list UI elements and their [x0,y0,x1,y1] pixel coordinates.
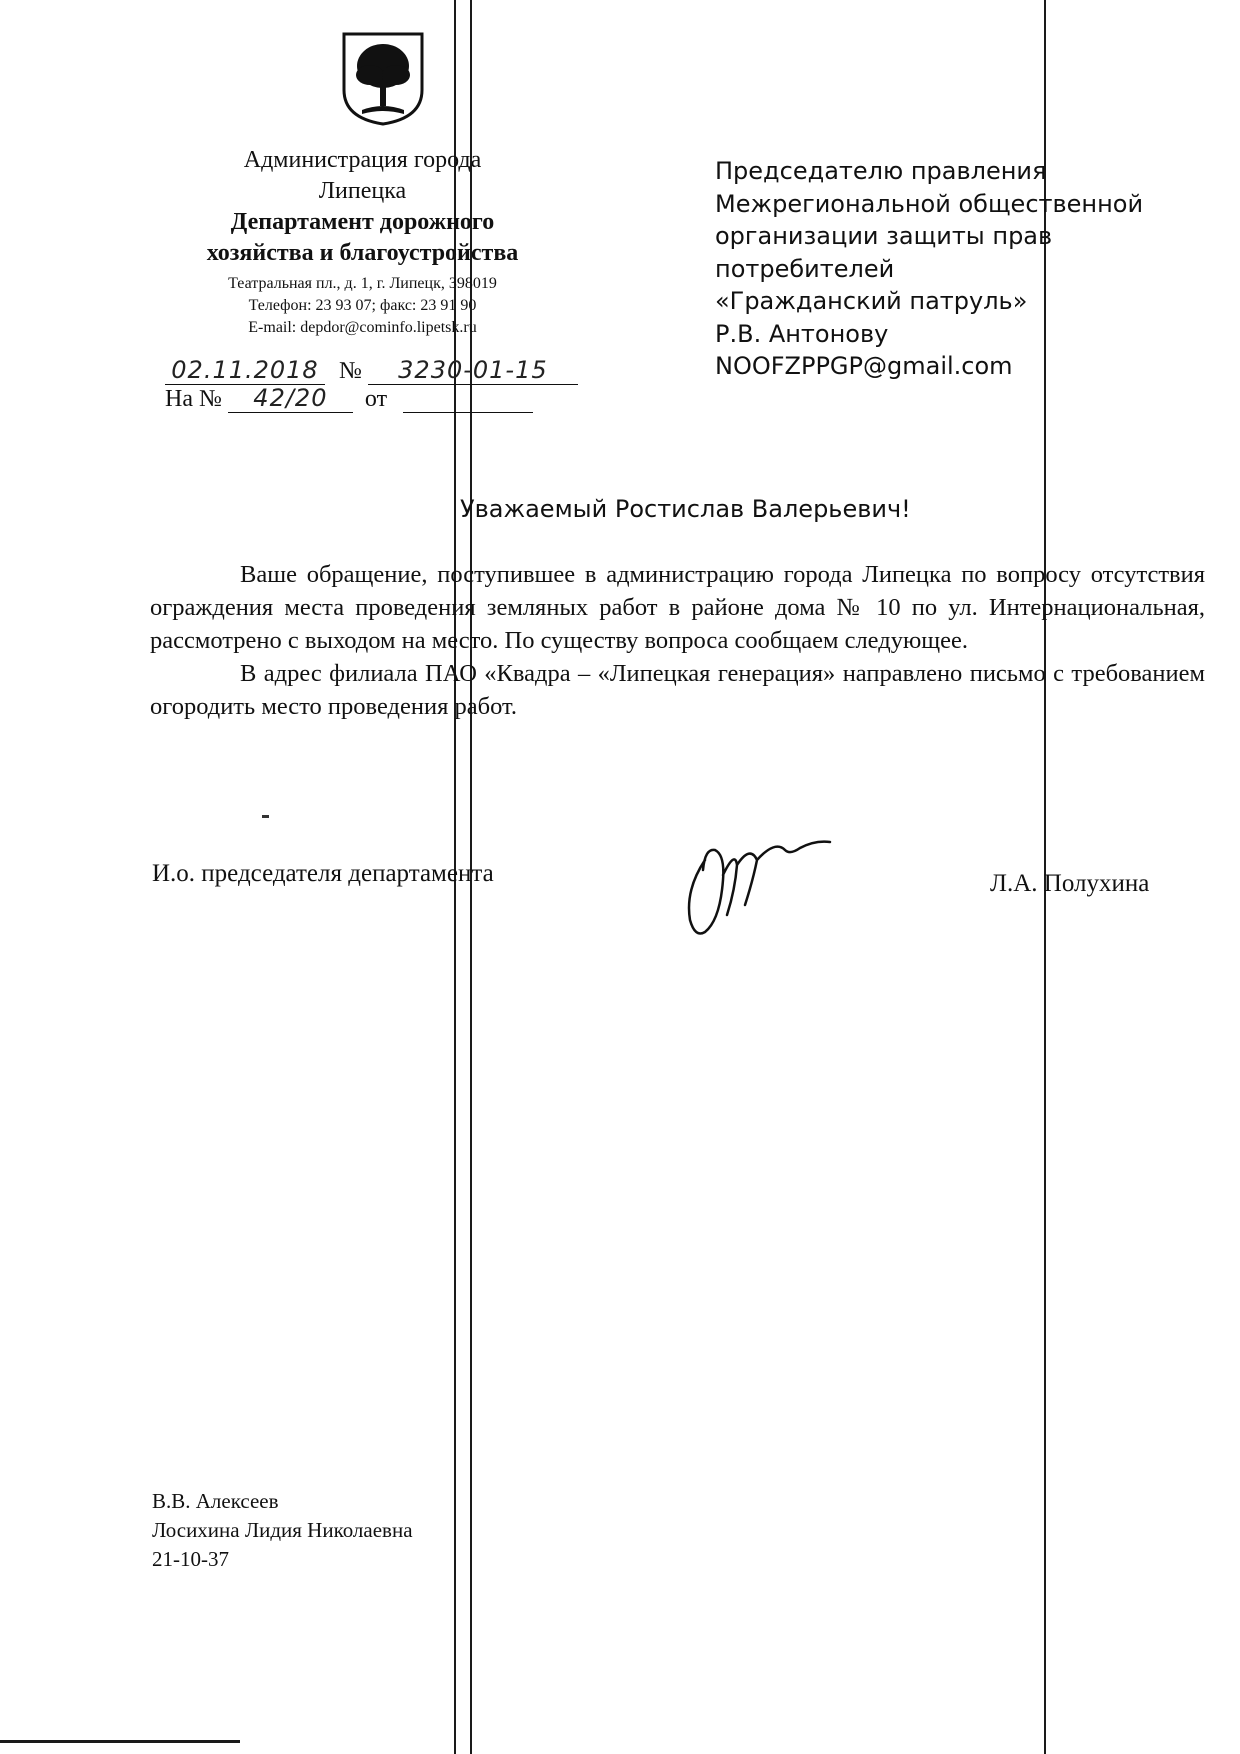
executor-block [152,1487,413,1574]
executor-line: Лосихина Лидия Николаевна [152,1518,413,1542]
sender-line: Липецка [318,178,407,204]
sender-line: Департамент дорожного [230,209,495,235]
handwritten-signature-icon [665,820,865,950]
from-label: от [364,386,388,412]
recipient-line: Межрегиональной общественной [715,189,1144,218]
letter-body [150,558,1205,723]
reply-line [165,384,605,413]
registration-date: 02.11.2018 [165,356,325,385]
executor-line: В.В. Алексеев [152,1489,279,1513]
recipient-line: организации защиты прав [715,222,1053,250]
executor-phone: 21-10-37 [152,1547,229,1571]
recipient-line: потребителей [715,254,895,283]
signer-name: Л.А. Полухина [990,870,1150,897]
reply-number: 42/20 [228,384,353,413]
speck [262,815,269,818]
registration-line [165,356,605,385]
coat-of-arms-icon [340,30,426,126]
body-paragraph: В адрес филиала ПАО «Квадра – «Липецкая генерация» направлено письмо с требованием огородить место проведения работ. [150,660,1205,720]
reply-label: На № [165,386,222,412]
body-paragraph: Ваше обращение, поступившее в администрацию города Липецка по вопросу отсутствия ограждения места проведения земляных работ в районе дома № 10 по ул. Интернациональная, рассмотрено с выходом на место. По существу вопроса сообщаем следующее. [150,561,1205,654]
registration-number: 3230-01-15 [368,356,578,385]
sender-block [150,145,575,339]
number-label: № [339,358,362,384]
sender-line: хозяйства и благоустройства [206,240,519,266]
recipient-block [715,155,1155,383]
scan-edge-line [0,1740,240,1743]
greeting: Уважаемый Ростислав Валерьевич! [460,495,911,523]
from-date-blank [403,386,533,413]
recipient-email: NOOFZPPGP@gmail.com [715,352,1013,380]
sender-phone: Телефон: 23 93 07; факс: 23 91 90 [248,297,477,314]
recipient-line: Р.В. Антонову [715,319,889,348]
recipient-line: «Гражданский патруль» [715,287,1028,315]
sender-line: Администрация города [243,147,482,173]
sender-address: Театральная пл., д. 1, г. Липецк, 398019 [228,275,497,292]
recipient-line: Председателю правления [715,157,1047,185]
signer-title: И.о. председателя департамента [152,860,494,887]
sender-email: E-mail: depdor@cominfo.lipetsk.ru [248,319,477,336]
